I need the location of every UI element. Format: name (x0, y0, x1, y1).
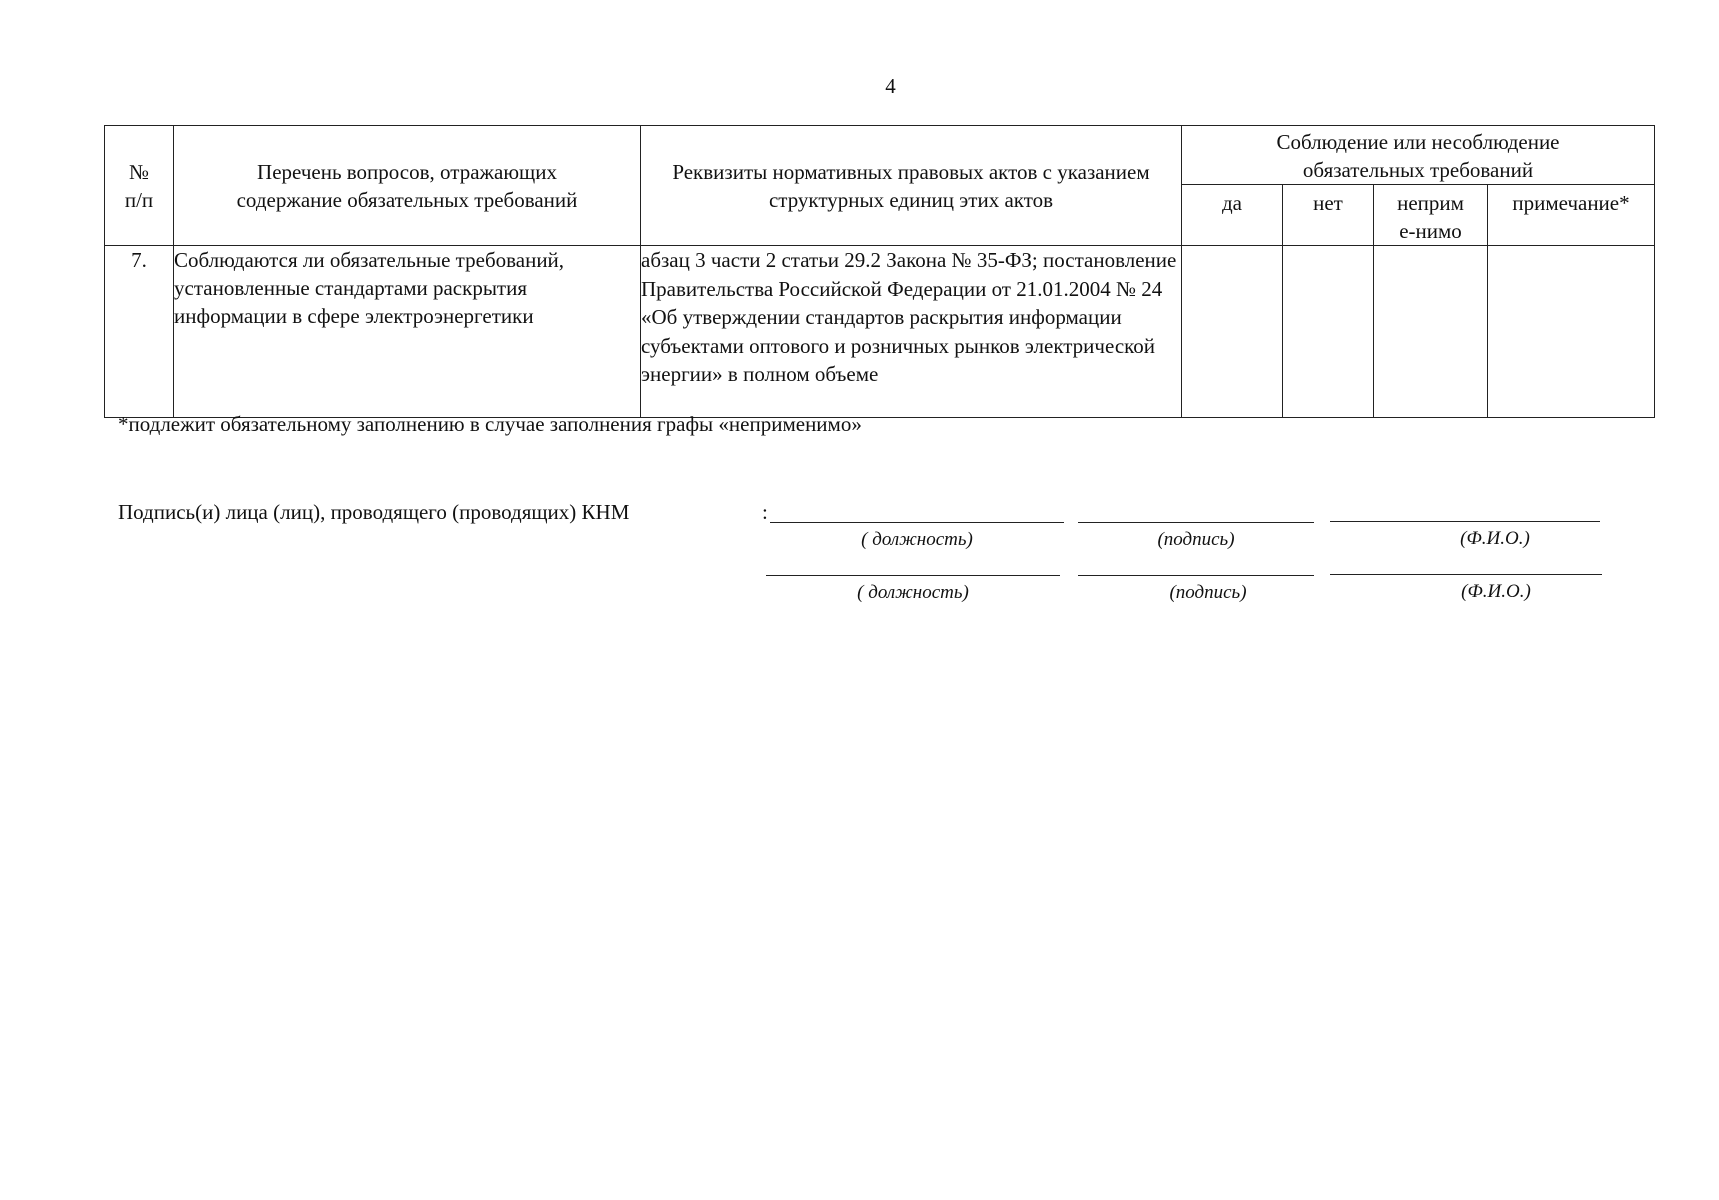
header-number: № п/п (105, 126, 174, 246)
position-line-1[interactable] (770, 522, 1064, 523)
requirements-table (104, 125, 1655, 418)
cell-no[interactable] (1283, 246, 1374, 418)
cell-note[interactable] (1488, 246, 1655, 418)
position-caption-2: ( должность) (857, 582, 969, 603)
signature-label: Подпись(и) лица (лиц), проводящего (проводящих) КНМ (118, 500, 630, 524)
cell-yes[interactable] (1182, 246, 1283, 418)
name-caption-2: (Ф.И.О.) (1461, 581, 1531, 602)
header-questions: Перечень вопросов, отражающих содержание обязательных требований (174, 126, 641, 246)
row-question: Соблюдаются ли обязательные требований, установленные стандартами раскрытия информации в сфере электроэнергетики (174, 246, 641, 418)
name-line-1[interactable] (1330, 521, 1600, 522)
row-number: 7. (105, 246, 174, 418)
table-header-row (105, 126, 1655, 185)
header-no: нет (1283, 185, 1374, 246)
header-not-applicable: неприме-нимо (1374, 185, 1488, 246)
name-line-2[interactable] (1330, 574, 1602, 575)
header-yes: да (1182, 185, 1283, 246)
signature-colon: : (762, 500, 768, 524)
header-compliance: Соблюдение или несоблюдение обязательных требований (1182, 126, 1655, 185)
cell-not-applicable[interactable] (1374, 246, 1488, 418)
signature-caption-2: (подпись) (1169, 582, 1247, 603)
footnote: *подлежит обязательному заполнению в случае заполнения графы «неприменимо» (118, 412, 862, 436)
header-note: примечание* (1488, 185, 1655, 246)
position-caption-1: ( должность) (861, 529, 973, 550)
header-legal-acts: Реквизиты нормативных правовых актов с указанием структурных единиц этих актов (641, 126, 1182, 246)
table-row (105, 246, 1655, 418)
signature-line-1[interactable] (1078, 522, 1314, 523)
position-line-2[interactable] (766, 575, 1060, 576)
signature-caption-1: (подпись) (1157, 529, 1235, 550)
signature-line-2[interactable] (1078, 575, 1314, 576)
name-caption-1: (Ф.И.О.) (1460, 528, 1530, 549)
page-number: 4 (885, 74, 896, 98)
row-legal-acts: абзац 3 части 2 статьи 29.2 Закона № 35-ФЗ; постановление Правительства Российской Федерации от 21.01.2004 № 24 «Об утверждении стандартов раскрытия информации субъектами оптового и розничных рынков электрической энергии» в полном объеме (641, 246, 1182, 418)
